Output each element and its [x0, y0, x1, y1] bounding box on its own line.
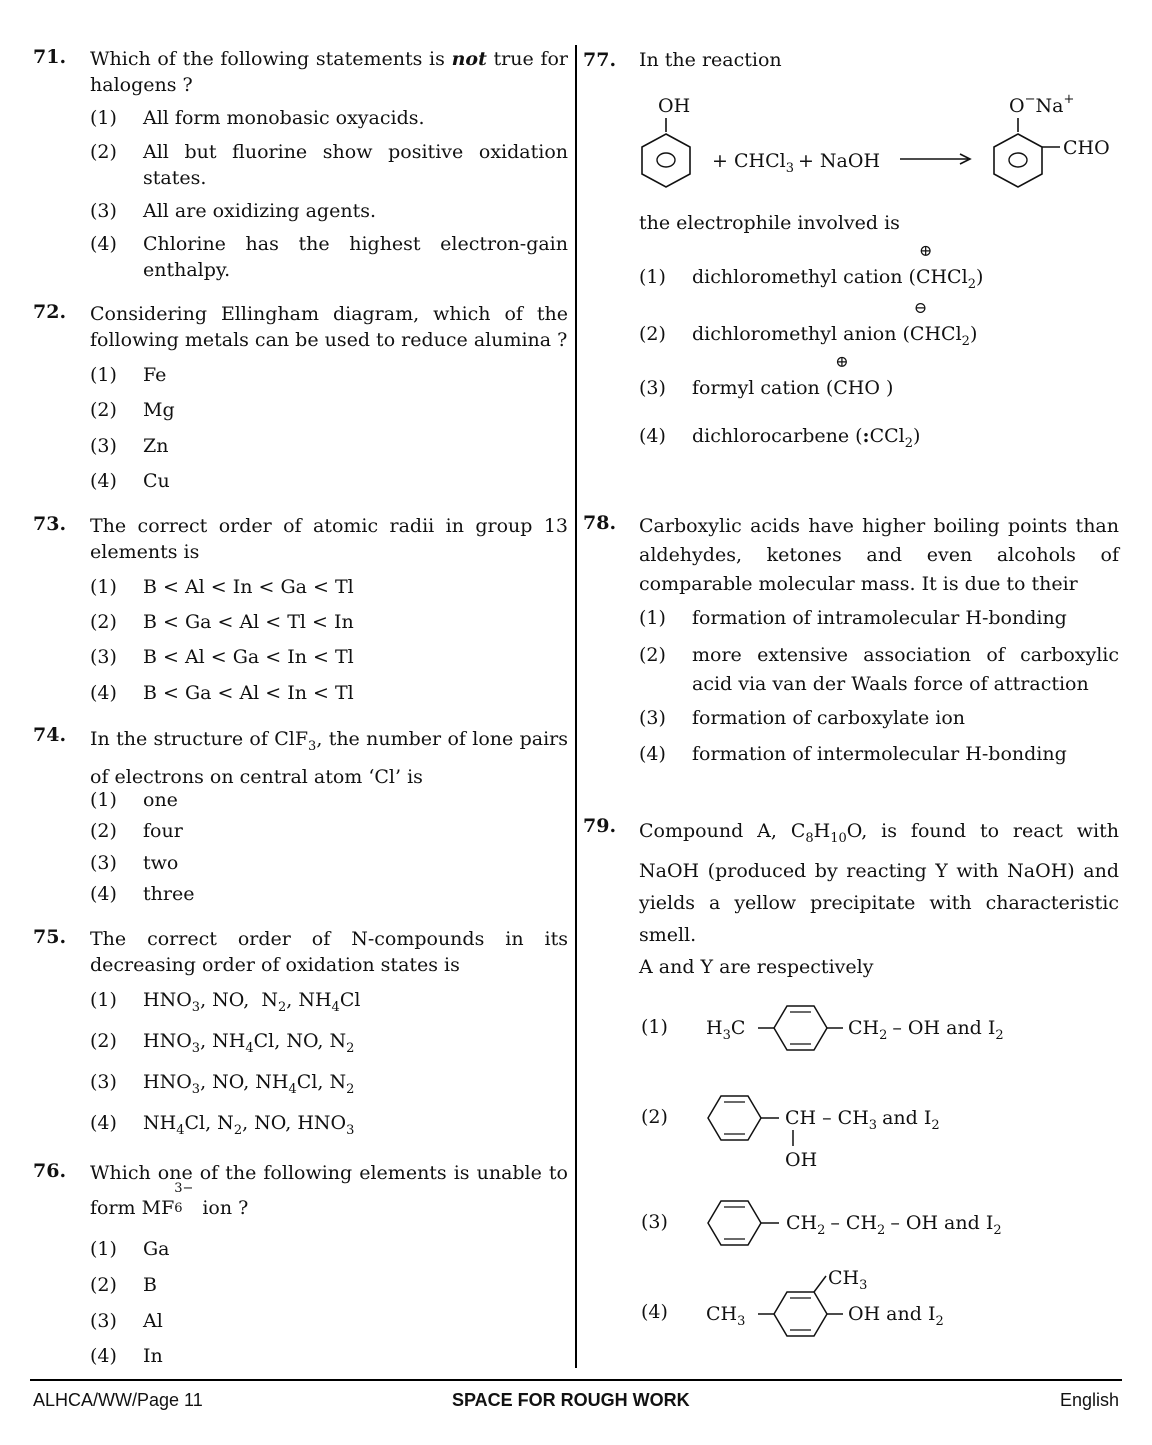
option-2: (2) four: [90, 820, 183, 842]
option-4-label: (4): [641, 1301, 668, 1323]
question-number: 79.: [583, 815, 617, 837]
option-1: (1) dichloromethyl cation ( ⊕ CHCl$_2$): [639, 241, 984, 292]
column-divider: [575, 45, 577, 1368]
svg-text:CH3: $CH_3$: [706, 1303, 746, 1329]
benzene-ring-icon: [994, 134, 1042, 187]
option-4: (4) three: [90, 883, 195, 905]
svg-text:H3C: $H_3C$: [706, 1017, 746, 1043]
cho-label: CHO: [1063, 137, 1110, 159]
option-1: (1) B < Al < In < Ga < Tl: [90, 576, 354, 598]
reaction-scheme: [630, 88, 1120, 198]
option-2: (2) B < Ga < Al < Tl < In: [90, 611, 354, 633]
option-3: (3) two: [90, 852, 179, 874]
option-4-structure: [700, 1262, 1030, 1340]
question-number: 72.: [33, 301, 67, 323]
option-3: (3) $HNO_3$, NO, $NH_4Cl$, $N_2$: [90, 1071, 355, 1097]
question-text: Which one of the following elements is unable to: [90, 1162, 568, 1184]
benzene-ring-icon: [642, 134, 690, 187]
question-text: The correct order of N-compounds in its decreasing order of oxidation states is: [90, 928, 568, 976]
option-2-structure: [700, 1090, 1030, 1174]
option-1: (1) $HNO_3$, NO, $N_2$, $NH_4Cl$: [90, 989, 361, 1015]
option-1: (1) formation of intramolecular H-bonding: [639, 607, 1067, 629]
question-number: 77.: [583, 49, 617, 71]
option-3: (3) Zn: [90, 435, 169, 457]
option-3-label: (3): [641, 1211, 668, 1233]
question-text-line2: form MF 3− 6 ion ?: [90, 1181, 249, 1219]
svg-text:OH and I2: OH and $I_2$: [848, 1303, 944, 1329]
question-text: Carboxylic acids have higher boiling points than aldehydes, ketones and even alcohols of comparable molecular mass. It is due to their: [639, 515, 1119, 595]
rough-work-label: SPACE FOR ROUGH WORK: [452, 1390, 690, 1410]
question-number: 76.: [33, 1160, 67, 1182]
phenoxide-label: O−Na+: [1009, 92, 1075, 117]
question-text-line2: the electrophile involved is: [639, 212, 900, 234]
question-number: 75.: [33, 926, 67, 948]
option-4: (4) B < Ga < Al < In < Tl: [90, 682, 354, 704]
svg-text:CH3: $CH_3$: [828, 1267, 868, 1293]
option-1: (1) All form monobasic oxyacids.: [90, 107, 425, 129]
option-2: (2) B: [90, 1274, 157, 1296]
option-2: (2) dichloromethyl anion ( ⊖ CHCl$_2$): [639, 298, 978, 349]
question-number: 71.: [33, 46, 67, 68]
page-identifier: ALHCA/WW/Page 11: [33, 1390, 203, 1410]
language-label: English: [1059, 1390, 1119, 1410]
option-4: (4) dichlorocarbene (:CCl$_2$): [639, 425, 921, 451]
option-3: (3) formation of carboxylate ion: [639, 707, 966, 729]
reagent-chcl3: + CHCl$_3$ + NaOH: [712, 150, 881, 176]
option-3-structure: [700, 1195, 1040, 1251]
option-4: (4) formation of intermolecular H-bonding: [639, 743, 1067, 765]
option-3: (3) All are oxidizing agents.: [90, 200, 377, 222]
option-1: (1) one: [90, 789, 178, 811]
option-1: (1) Ga: [90, 1238, 170, 1260]
svg-text:OH: OH: [785, 1149, 818, 1171]
option-4: (4) Cu: [90, 470, 170, 492]
question-number: 73.: [33, 513, 67, 535]
svg-text:CH2– CH2– OH and I2: $CH_2 - CH_2$ – OH and $I_2$: [786, 1212, 1002, 1238]
option-3: (3) formyl cation ( ⊕ CHO ): [639, 352, 894, 399]
question-number: 74.: [33, 724, 67, 746]
question-text: In the reaction: [639, 49, 782, 71]
option-2: (2) All but fluorine show positive oxidation states.: [90, 141, 568, 189]
question-text: In the structure of ClF$_3$, the number of lone pairs of electrons on central atom ‘Cl’ is: [90, 728, 568, 788]
footer-rule: [30, 1379, 1122, 1381]
svg-text:CH2– OH and I2: $CH_2$ – OH and $I_2$: [848, 1017, 1004, 1043]
option-1-label: (1): [641, 1016, 668, 1038]
option-3: (3) B < Al < Ga < In < Tl: [90, 646, 354, 668]
option-4: (4) In: [90, 1345, 163, 1367]
question-text: Compound A, $C_8H_{10}O$, is found to react with NaOH (produced by reacting Y with NaOH) and yields a yellow precipitate with characteristic smell. A and Y are respectively: [639, 820, 1119, 978]
svg-text:CH – CH3and I2: CH – $CH_3$ and $I_2$: [785, 1107, 940, 1133]
option-2: (2) more extensive association of carboxylic acid via van der Waals force of attraction: [639, 644, 1119, 695]
oh-label: OH: [658, 95, 691, 117]
option-4: (4) Chlorine has the highest electron-gain enthalpy.: [90, 233, 568, 281]
question-text: Which of the following statements is not true for halogens ?: [90, 48, 568, 96]
question-number: 78.: [583, 512, 617, 534]
option-2-label: (2): [641, 1106, 668, 1128]
option-2: (2) $HNO_3$, $NH_4Cl$, NO, $N_2$: [90, 1030, 355, 1056]
option-1: (1) Fe: [90, 364, 167, 386]
option-1-structure: [700, 996, 1030, 1060]
option-3: (3) Al: [90, 1310, 163, 1332]
question-text: The correct order of atomic radii in group 13 elements is: [90, 515, 568, 563]
option-2: (2) Mg: [90, 399, 175, 421]
option-4: (4) $NH_4Cl$, $N_2$, NO, $HNO_3$: [90, 1112, 355, 1138]
question-text: Considering Ellingham diagram, which of the following metals can be used to reduce alumina ?: [90, 303, 568, 351]
